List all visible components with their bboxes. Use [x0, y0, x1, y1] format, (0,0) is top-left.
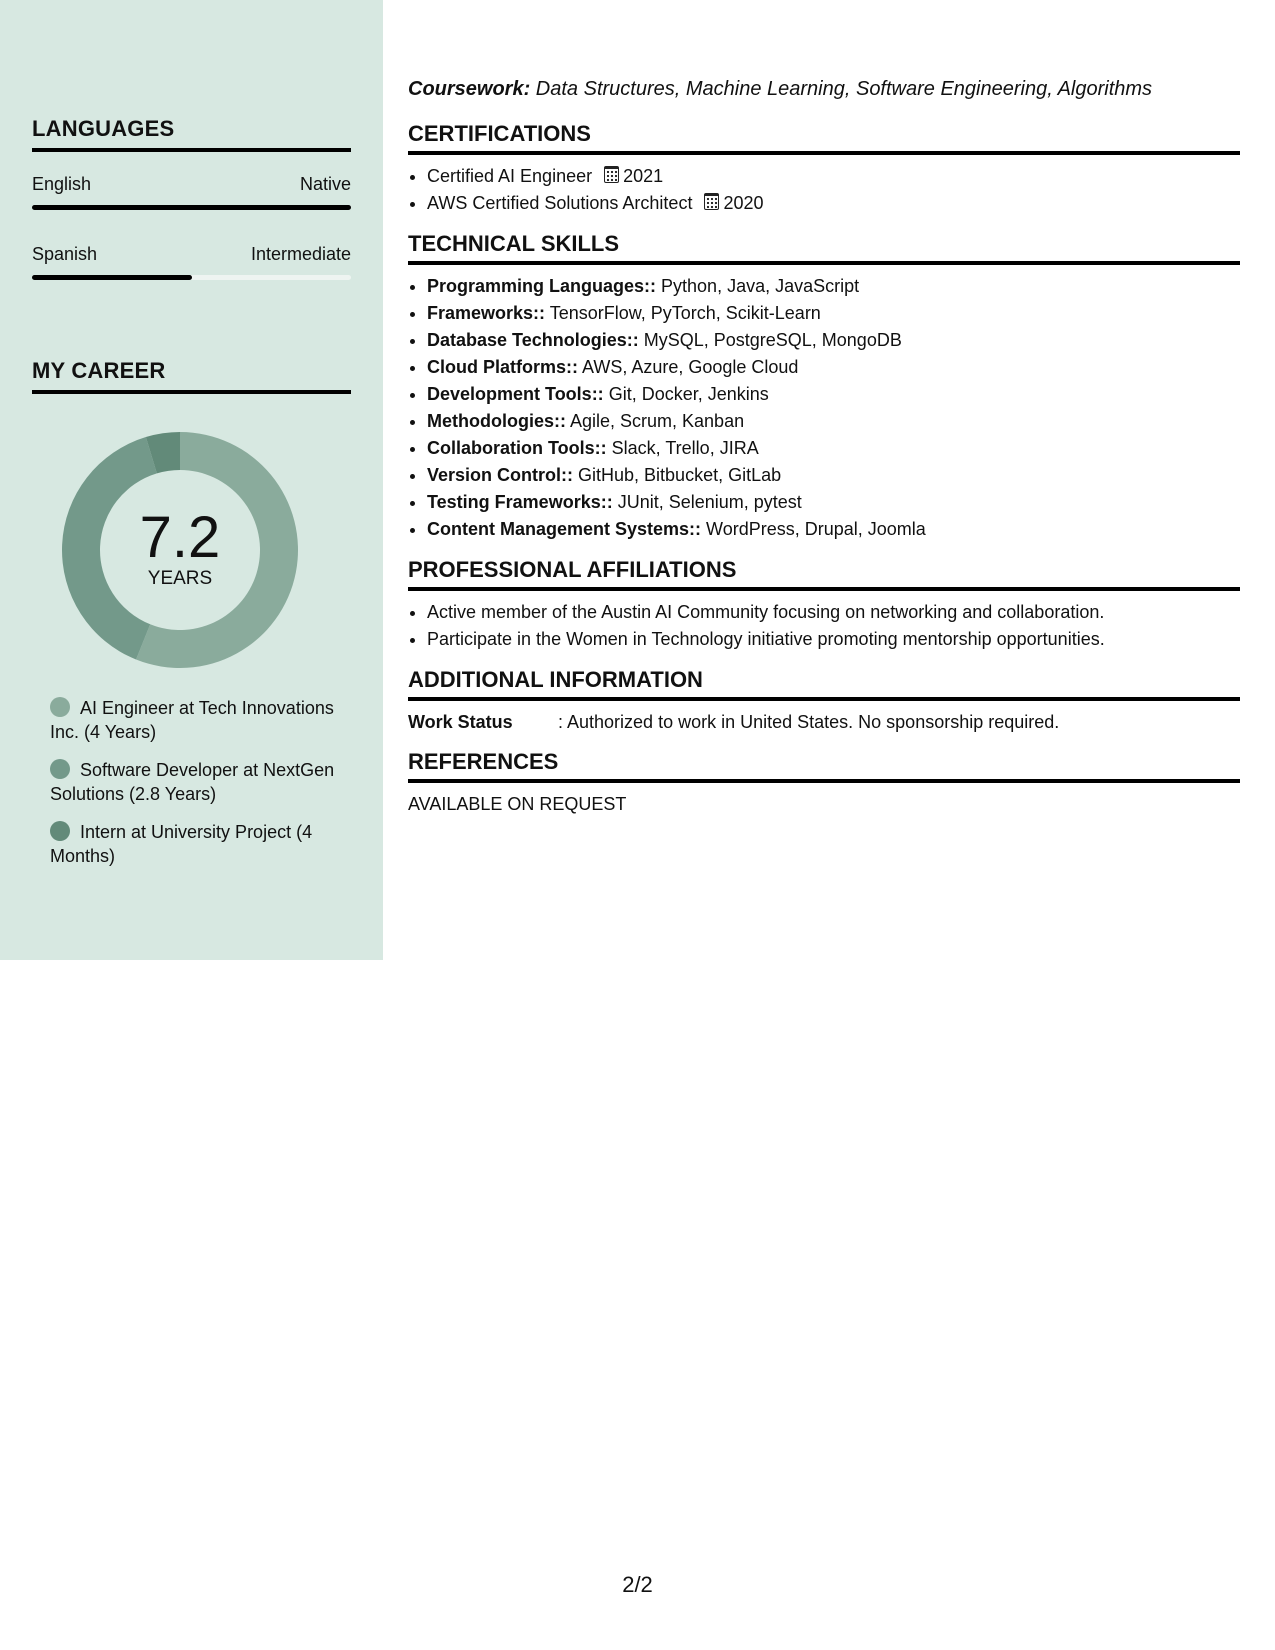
legend-dot-icon — [50, 697, 70, 717]
skills-section — [408, 231, 1240, 543]
affiliations-heading: PROFESSIONAL AFFILIATIONS — [408, 557, 1240, 591]
coursework-value: Data Structures, Machine Learning, Software Engineering, Algorithms — [530, 78, 1153, 100]
language-item-spanish — [32, 244, 351, 280]
affiliation-item: • Participate in the Women in Technology initiative promoting mentorship opportunities. — [427, 626, 1240, 653]
skill-label: Testing Frameworks:: — [427, 492, 613, 512]
affiliation-item: • Active member of the Austin AI Community focusing on networking and collaboration. — [427, 599, 1240, 626]
skill-item — [427, 300, 1240, 327]
language-proficiency-fill — [32, 275, 192, 280]
affiliations-list — [408, 599, 1240, 653]
skill-label: Collaboration Tools:: — [427, 438, 607, 458]
certifications-list — [408, 163, 1240, 217]
career-heading: MY CAREER — [32, 358, 351, 394]
skill-label: Development Tools:: — [427, 384, 604, 404]
work-status-label: Work Status — [408, 712, 513, 732]
coursework-label: Coursework: — [408, 78, 531, 100]
certifications-heading: CERTIFICATIONS — [408, 121, 1240, 155]
skill-item — [427, 408, 1240, 435]
career-section — [32, 358, 351, 394]
languages-section — [32, 116, 351, 280]
certification-name: AWS Certified Solutions Architect — [427, 193, 693, 213]
career-legend-label: Software Developer at NextGen Solutions (2.8 Years) — [50, 760, 335, 804]
skill-item — [427, 354, 1240, 381]
skill-label: Database Technologies:: — [427, 330, 639, 350]
additional-info-section — [408, 667, 1240, 735]
skill-item — [427, 273, 1240, 300]
skill-label: Methodologies:: — [427, 411, 566, 431]
main-content — [408, 78, 1240, 831]
skill-label: Cloud Platforms:: — [427, 357, 578, 377]
references-section — [408, 749, 1240, 817]
sidebar — [0, 0, 383, 960]
skill-item — [427, 435, 1240, 462]
career-legend-item — [50, 758, 350, 806]
skill-item — [427, 327, 1240, 354]
career-legend-item — [50, 820, 350, 868]
skill-value: Agile, Scrum, Kanban — [565, 411, 745, 431]
skill-value: JUnit, Selenium, pytest — [612, 492, 802, 512]
certification-year: 2021 — [623, 166, 664, 186]
skill-value: TensorFlow, PyTorch, Scikit-Learn — [545, 303, 821, 323]
career-total-years: 7.2 — [139, 505, 221, 570]
legend-dot-icon — [50, 759, 70, 779]
skill-value: MySQL, PostgreSQL, MongoDB — [638, 330, 902, 350]
language-level: Intermediate — [250, 244, 351, 264]
language-proficiency-bar — [32, 275, 351, 280]
work-status-value: : Authorized to work in United States. No sponsorship required. — [558, 712, 1060, 732]
skill-item — [427, 462, 1240, 489]
skills-heading: TECHNICAL SKILLS — [408, 231, 1240, 265]
skill-item — [427, 489, 1240, 516]
calendar-icon — [704, 193, 719, 210]
coursework-line — [408, 78, 1240, 101]
skill-value: WordPress, Drupal, Joomla — [701, 519, 926, 539]
references-text: AVAILABLE ON REQUEST — [408, 794, 627, 814]
references-heading: REFERENCES — [408, 749, 1240, 783]
page-number: 2/2 — [622, 1572, 653, 1597]
language-level: Native — [299, 174, 351, 194]
skills-list — [408, 273, 1240, 543]
work-status-row — [408, 709, 1240, 735]
skill-value: Git, Docker, Jenkins — [603, 384, 769, 404]
calendar-icon — [604, 166, 619, 183]
skill-value: Python, Java, JavaScript — [656, 276, 860, 296]
affiliations-section — [408, 557, 1240, 653]
skill-label: Version Control:: — [427, 465, 574, 485]
certification-year: 2020 — [723, 193, 764, 213]
career-total-unit: YEARS — [147, 568, 213, 589]
career-donut-chart — [62, 432, 298, 668]
certification-name: Certified AI Engineer — [427, 166, 593, 186]
language-name: English — [32, 174, 92, 194]
language-item-english — [32, 174, 351, 210]
career-legend-item — [50, 696, 350, 744]
language-name: Spanish — [32, 244, 98, 264]
career-legend-label: AI Engineer at Tech Innovations Inc. (4 Years) — [50, 698, 334, 742]
languages-heading: LANGUAGES — [32, 116, 351, 152]
skill-value: AWS, Azure, Google Cloud — [578, 357, 799, 377]
language-proficiency-fill — [32, 205, 351, 210]
certification-item — [427, 190, 1240, 217]
certification-item — [427, 163, 1240, 190]
career-legend-label: Intern at University Project (4 Months) — [50, 822, 313, 866]
skill-item — [427, 516, 1240, 543]
skill-value: Slack, Trello, JIRA — [606, 438, 759, 458]
skill-label: Frameworks:: — [427, 303, 546, 323]
skill-value: GitHub, Bitbucket, GitLab — [573, 465, 782, 485]
skill-label: Content Management Systems:: — [427, 519, 702, 539]
skill-item — [427, 381, 1240, 408]
legend-dot-icon — [50, 821, 70, 841]
skill-label: Programming Languages:: — [427, 276, 657, 296]
career-legend — [50, 696, 350, 882]
additional-info-heading: ADDITIONAL INFORMATION — [408, 667, 1240, 701]
certifications-section — [408, 121, 1240, 217]
language-proficiency-bar — [32, 205, 351, 210]
